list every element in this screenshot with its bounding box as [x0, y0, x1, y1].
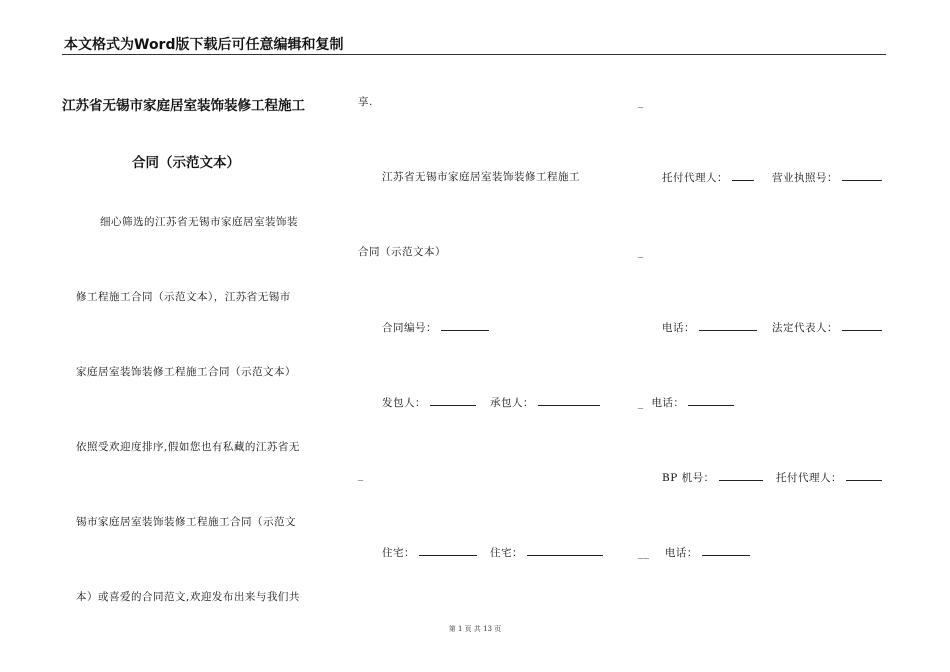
- col3-dash-1: _: [638, 96, 644, 108]
- contract-number-label: 合同编号：: [382, 322, 437, 334]
- col3-dash-2: _: [638, 246, 644, 258]
- contractor-address-field: [490, 544, 603, 560]
- contractor-address-label: 住宅：: [490, 547, 523, 559]
- col3-dash-4: __: [638, 547, 650, 559]
- contract-number-field: [382, 319, 489, 335]
- contract-title-line2: 合同（示范文本）: [358, 246, 446, 258]
- license-field: [772, 169, 882, 185]
- phone3-label: 电话：: [664, 547, 698, 559]
- legal-rep-label: 法定代表人：: [772, 322, 838, 334]
- phone2-field: [638, 394, 734, 410]
- intro-line-5: 锡市家庭居室装饰装修工程施工合同（示范文: [76, 516, 296, 528]
- phone-blank[interactable]: [699, 319, 757, 331]
- document-header-title: 本文格式为Word版下载后可任意编辑和复制: [64, 37, 344, 53]
- employer-label: 发包人：: [382, 397, 426, 409]
- legal-rep-blank[interactable]: [842, 319, 882, 331]
- doc-title-line2: 合同（示范文本）: [132, 155, 240, 171]
- intro-line-4: 依照受欢迎度排序,假如您也有私藏的江苏省无: [76, 441, 300, 453]
- agent2-field: [776, 469, 882, 485]
- bp-blank[interactable]: [719, 469, 763, 481]
- agent2-label: 托付代理人：: [776, 472, 842, 484]
- agent2-blank[interactable]: [846, 469, 882, 481]
- doc-title-line1: 江苏省无锡市家庭居室装饰装修工程施工: [62, 98, 305, 114]
- header-divider: [62, 54, 886, 55]
- intro-line-1: 细心筛选的江苏省无锡市家庭居室装饰装: [100, 216, 298, 228]
- contractor-label: 承包人：: [490, 397, 534, 409]
- phone-label: 电话：: [662, 322, 695, 334]
- page-number: 第 1 页 共 13 页: [448, 625, 502, 633]
- col3-dash-3: _: [638, 397, 644, 409]
- phone2-blank[interactable]: [688, 394, 734, 406]
- share-text: 享.: [358, 96, 373, 108]
- phone3-field: [638, 544, 750, 560]
- bp-label: BP 机号：: [662, 472, 715, 484]
- contractor-blank[interactable]: [538, 394, 600, 406]
- phone-field: [662, 319, 757, 335]
- contract-number-blank[interactable]: [441, 319, 489, 331]
- employer-address-label: 住宅：: [382, 547, 415, 559]
- employer-blank[interactable]: [430, 394, 476, 406]
- intro-line-3: 家庭居室装饰装修工程施工合同（示范文本）: [76, 366, 296, 378]
- employer-address-blank[interactable]: [419, 544, 477, 556]
- legal-rep-field: [772, 319, 882, 335]
- employer-field: [382, 394, 476, 410]
- license-blank[interactable]: [842, 169, 882, 181]
- phone2-label: 电话：: [651, 397, 685, 409]
- contract-title-line1: 江苏省无锡市家庭居室装饰装修工程施工: [382, 171, 580, 183]
- col2-dash: _: [358, 469, 364, 481]
- contractor-field: [490, 394, 600, 410]
- phone3-blank[interactable]: [702, 544, 750, 556]
- bp-field: [662, 469, 763, 485]
- agent-field: [662, 169, 754, 185]
- intro-line-6: 本）或喜爱的合同范文,欢迎发布出来与我们共: [76, 591, 300, 603]
- agent-blank[interactable]: [732, 169, 754, 181]
- agent-label: 托付代理人：: [662, 172, 728, 184]
- contractor-address-blank[interactable]: [527, 544, 603, 556]
- employer-address-field: [382, 544, 477, 560]
- intro-line-2: 修工程施工合同（示范文本），江苏省无锡市: [76, 291, 291, 303]
- license-label: 营业执照号：: [772, 172, 838, 184]
